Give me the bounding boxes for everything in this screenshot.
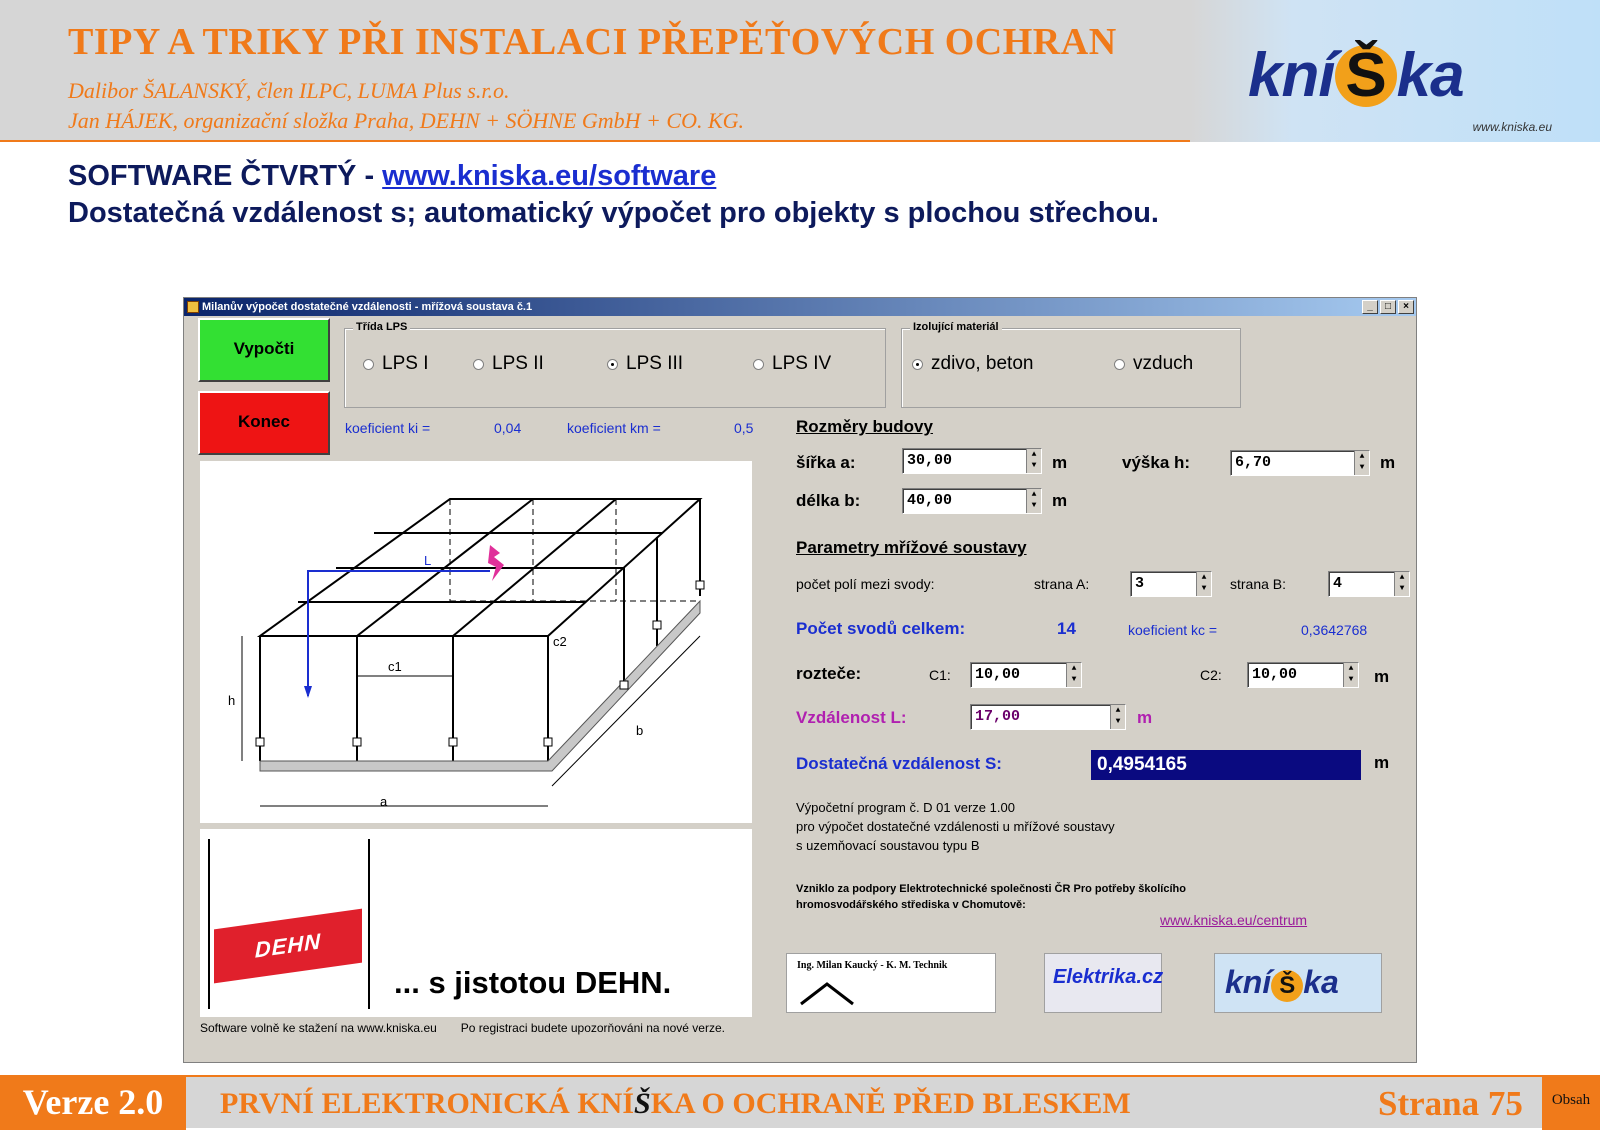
elektrika-logo[interactable]: Elektrika.cz — [1044, 953, 1162, 1013]
radio-lps-1[interactable]: LPS I — [363, 353, 428, 375]
banner-divider-left — [208, 839, 210, 1009]
height-input[interactable]: 6,70 ▲ ▼ — [1230, 450, 1370, 476]
grid-system-drawing — [200, 461, 752, 823]
height-spinner[interactable]: ▲ ▼ — [1354, 451, 1369, 475]
dehn-banner — [200, 829, 752, 1017]
window-titlebar[interactable] — [184, 298, 1416, 316]
downconductor-count-value: 14 — [1057, 619, 1076, 638]
downconductor-count-label: Počet svodů celkem: — [796, 619, 966, 638]
kc-value: 0,3642768 — [1301, 622, 1368, 638]
length-unit: m — [1052, 491, 1068, 510]
distance-l-input[interactable]: 17,00 ▲ ▼ — [970, 704, 1126, 730]
side-b-input[interactable]: 4 ▲ ▼ — [1328, 571, 1410, 597]
lps-class-group — [344, 321, 886, 408]
radio-masonry[interactable]: zdivo, beton — [912, 353, 1033, 375]
ki-label: koeficient ki = — [345, 420, 431, 436]
roof-icon — [797, 978, 857, 1008]
toc-button[interactable]: Obsah — [1542, 1075, 1600, 1130]
kniska-logo-text: kní Š ka — [1248, 40, 1464, 110]
software-heading: SOFTWARE ČTVRTÝ - www.kniska.eu/software — [68, 160, 717, 192]
length-spinner[interactable]: ▲ ▼ — [1026, 489, 1041, 513]
software-link[interactable]: www.kniska.eu/software — [382, 160, 717, 192]
window-footer-note: Software volně ke stažení na www.kniska.eu Po registraci budete upozorňováni na nové verze. — [200, 1021, 725, 1035]
separation-distance-label: Dostatečná vzdálenost S: — [796, 754, 1002, 773]
bottom-bar — [0, 1075, 1600, 1128]
width-label: šířka a: — [796, 453, 856, 472]
lightning-s-icon-small: Š — [1271, 970, 1303, 1002]
lps-class-label: Třída LPS — [353, 321, 410, 333]
side-b-spinner[interactable]: ▲ ▼ — [1394, 572, 1409, 596]
app-icon — [187, 301, 199, 313]
height-label: výška h: — [1122, 453, 1191, 472]
app-window — [183, 297, 1417, 1063]
support-note: Vzniklo za podpory Elektrotechnické společnosti ČR Pro potřeby školícího hromosvodářského střediska v Chomutově: — [796, 883, 1186, 911]
minimize-button[interactable]: _ — [1362, 300, 1378, 314]
close-button[interactable]: × — [1398, 300, 1414, 314]
grid-parameters-title: Parametry mřížové soustavy — [796, 538, 1027, 557]
distance-l-unit: m — [1137, 708, 1153, 727]
c2-spinner[interactable]: ▲ ▼ — [1343, 663, 1358, 687]
width-input[interactable]: 30,00 ▲ ▼ — [902, 448, 1042, 474]
software-description: Dostatečná vzdálenost s; automatický výpočet pro objekty s plochou střechou. — [68, 197, 1159, 229]
result-unit: m — [1374, 753, 1390, 772]
label-a: a — [380, 794, 388, 809]
dehn-logo: DEHN — [214, 909, 362, 984]
centrum-link[interactable]: www.kniska.eu/centrum — [1160, 912, 1308, 928]
exit-button[interactable]: Konec — [198, 391, 330, 455]
window-title: Milanův výpočet dostatečné vzdálenosti - mřížová soustava č.1 — [202, 301, 533, 313]
side-a-label: strana A: — [1034, 576, 1090, 592]
kc-label: koeficient kc = — [1128, 622, 1218, 638]
fields-label: počet polí mezi svody: — [796, 576, 935, 592]
kniska-logo[interactable] — [1190, 0, 1600, 142]
c1-input[interactable]: 10,00 ▲ ▼ — [970, 662, 1082, 688]
km-value: 0,5 — [734, 420, 754, 436]
distance-l-label: Vzdálenost L: — [796, 708, 907, 727]
kaucky-logo[interactable]: Ing. Milan Kaucký - K. M. Technik — [786, 953, 996, 1013]
label-b: b — [636, 723, 644, 738]
spacing-label: rozteče: — [796, 664, 862, 683]
logo-url: www.kniska.eu — [1472, 120, 1552, 134]
author-line-2: Jan HÁJEK, organizační složka Praha, DEHN + SÖHNE GmbH + CO. KG. — [68, 108, 745, 133]
height-unit: m — [1380, 453, 1396, 472]
material-group — [901, 321, 1241, 408]
length-label: délka b: — [796, 491, 861, 510]
version-badge: Verze 2.0 — [0, 1075, 186, 1130]
length-input[interactable]: 40,00 ▲ ▼ — [902, 488, 1042, 514]
km-label: koeficient km = — [567, 420, 661, 436]
radio-lps-2[interactable]: LPS II — [473, 353, 544, 375]
label-h: h — [228, 693, 236, 708]
spacing-unit: m — [1374, 667, 1390, 686]
kniska-small-logo[interactable]: kní Š ka — [1214, 953, 1382, 1013]
page-title: TIPY A TRIKY PŘI INSTALACI PŘEPĚŤOVÝCH OCHRAN — [68, 21, 1117, 63]
calculate-button[interactable]: Vypočti — [198, 318, 330, 382]
width-spinner[interactable]: ▲ ▼ — [1026, 449, 1041, 473]
c2-input[interactable]: 10,00 ▲ ▼ — [1247, 662, 1359, 688]
program-info: Výpočetní program č. D 01 verze 1.00 pro výpočet dostatečné vzdálenosti u mřížové soustavy s uzemňovací soustavou typu B — [796, 800, 1115, 853]
side-a-input[interactable]: 3 ▲ ▼ — [1130, 571, 1212, 597]
material-label: Izolující materiál — [910, 321, 1002, 333]
c1-spinner[interactable]: ▲ ▼ — [1066, 663, 1081, 687]
radio-lps-3[interactable]: LPS III — [607, 353, 683, 375]
author-line-1: Dalibor ŠALANSKÝ, člen ILPC, LUMA Plus s.r.o. — [68, 78, 510, 103]
side-b-label: strana B: — [1230, 576, 1287, 592]
side-a-spinner[interactable]: ▲ ▼ — [1196, 572, 1211, 596]
maximize-button[interactable]: □ — [1380, 300, 1396, 314]
c1-label: C1: — [929, 667, 951, 683]
lightning-s-icon: Š — [1335, 45, 1397, 107]
separation-distance-result: 0,4954165 — [1091, 750, 1361, 780]
distance-l-spinner[interactable]: ▲ ▼ — [1110, 705, 1125, 729]
dehn-slogan: ... s jistotou DEHN. — [394, 965, 672, 1000]
label-l: L — [424, 553, 432, 568]
page-number: Strana 75 — [1378, 1084, 1523, 1123]
width-unit: m — [1052, 453, 1068, 472]
label-c2: c2 — [553, 634, 567, 649]
page-header — [0, 0, 1600, 142]
banner-divider-right — [368, 839, 370, 1009]
c2-label: C2: — [1200, 667, 1222, 683]
building-dimensions-title: Rozměry budovy — [796, 417, 933, 436]
book-title: PRVNÍ ELEKTRONICKÁ KNÍŠKA O OCHRANĚ PŘED BLESKEM — [220, 1087, 1131, 1120]
ki-value: 0,04 — [494, 420, 522, 436]
building-diagram — [200, 461, 752, 823]
label-c1: c1 — [388, 659, 402, 674]
radio-air[interactable]: vzduch — [1114, 353, 1193, 375]
radio-lps-4[interactable]: LPS IV — [753, 353, 831, 375]
